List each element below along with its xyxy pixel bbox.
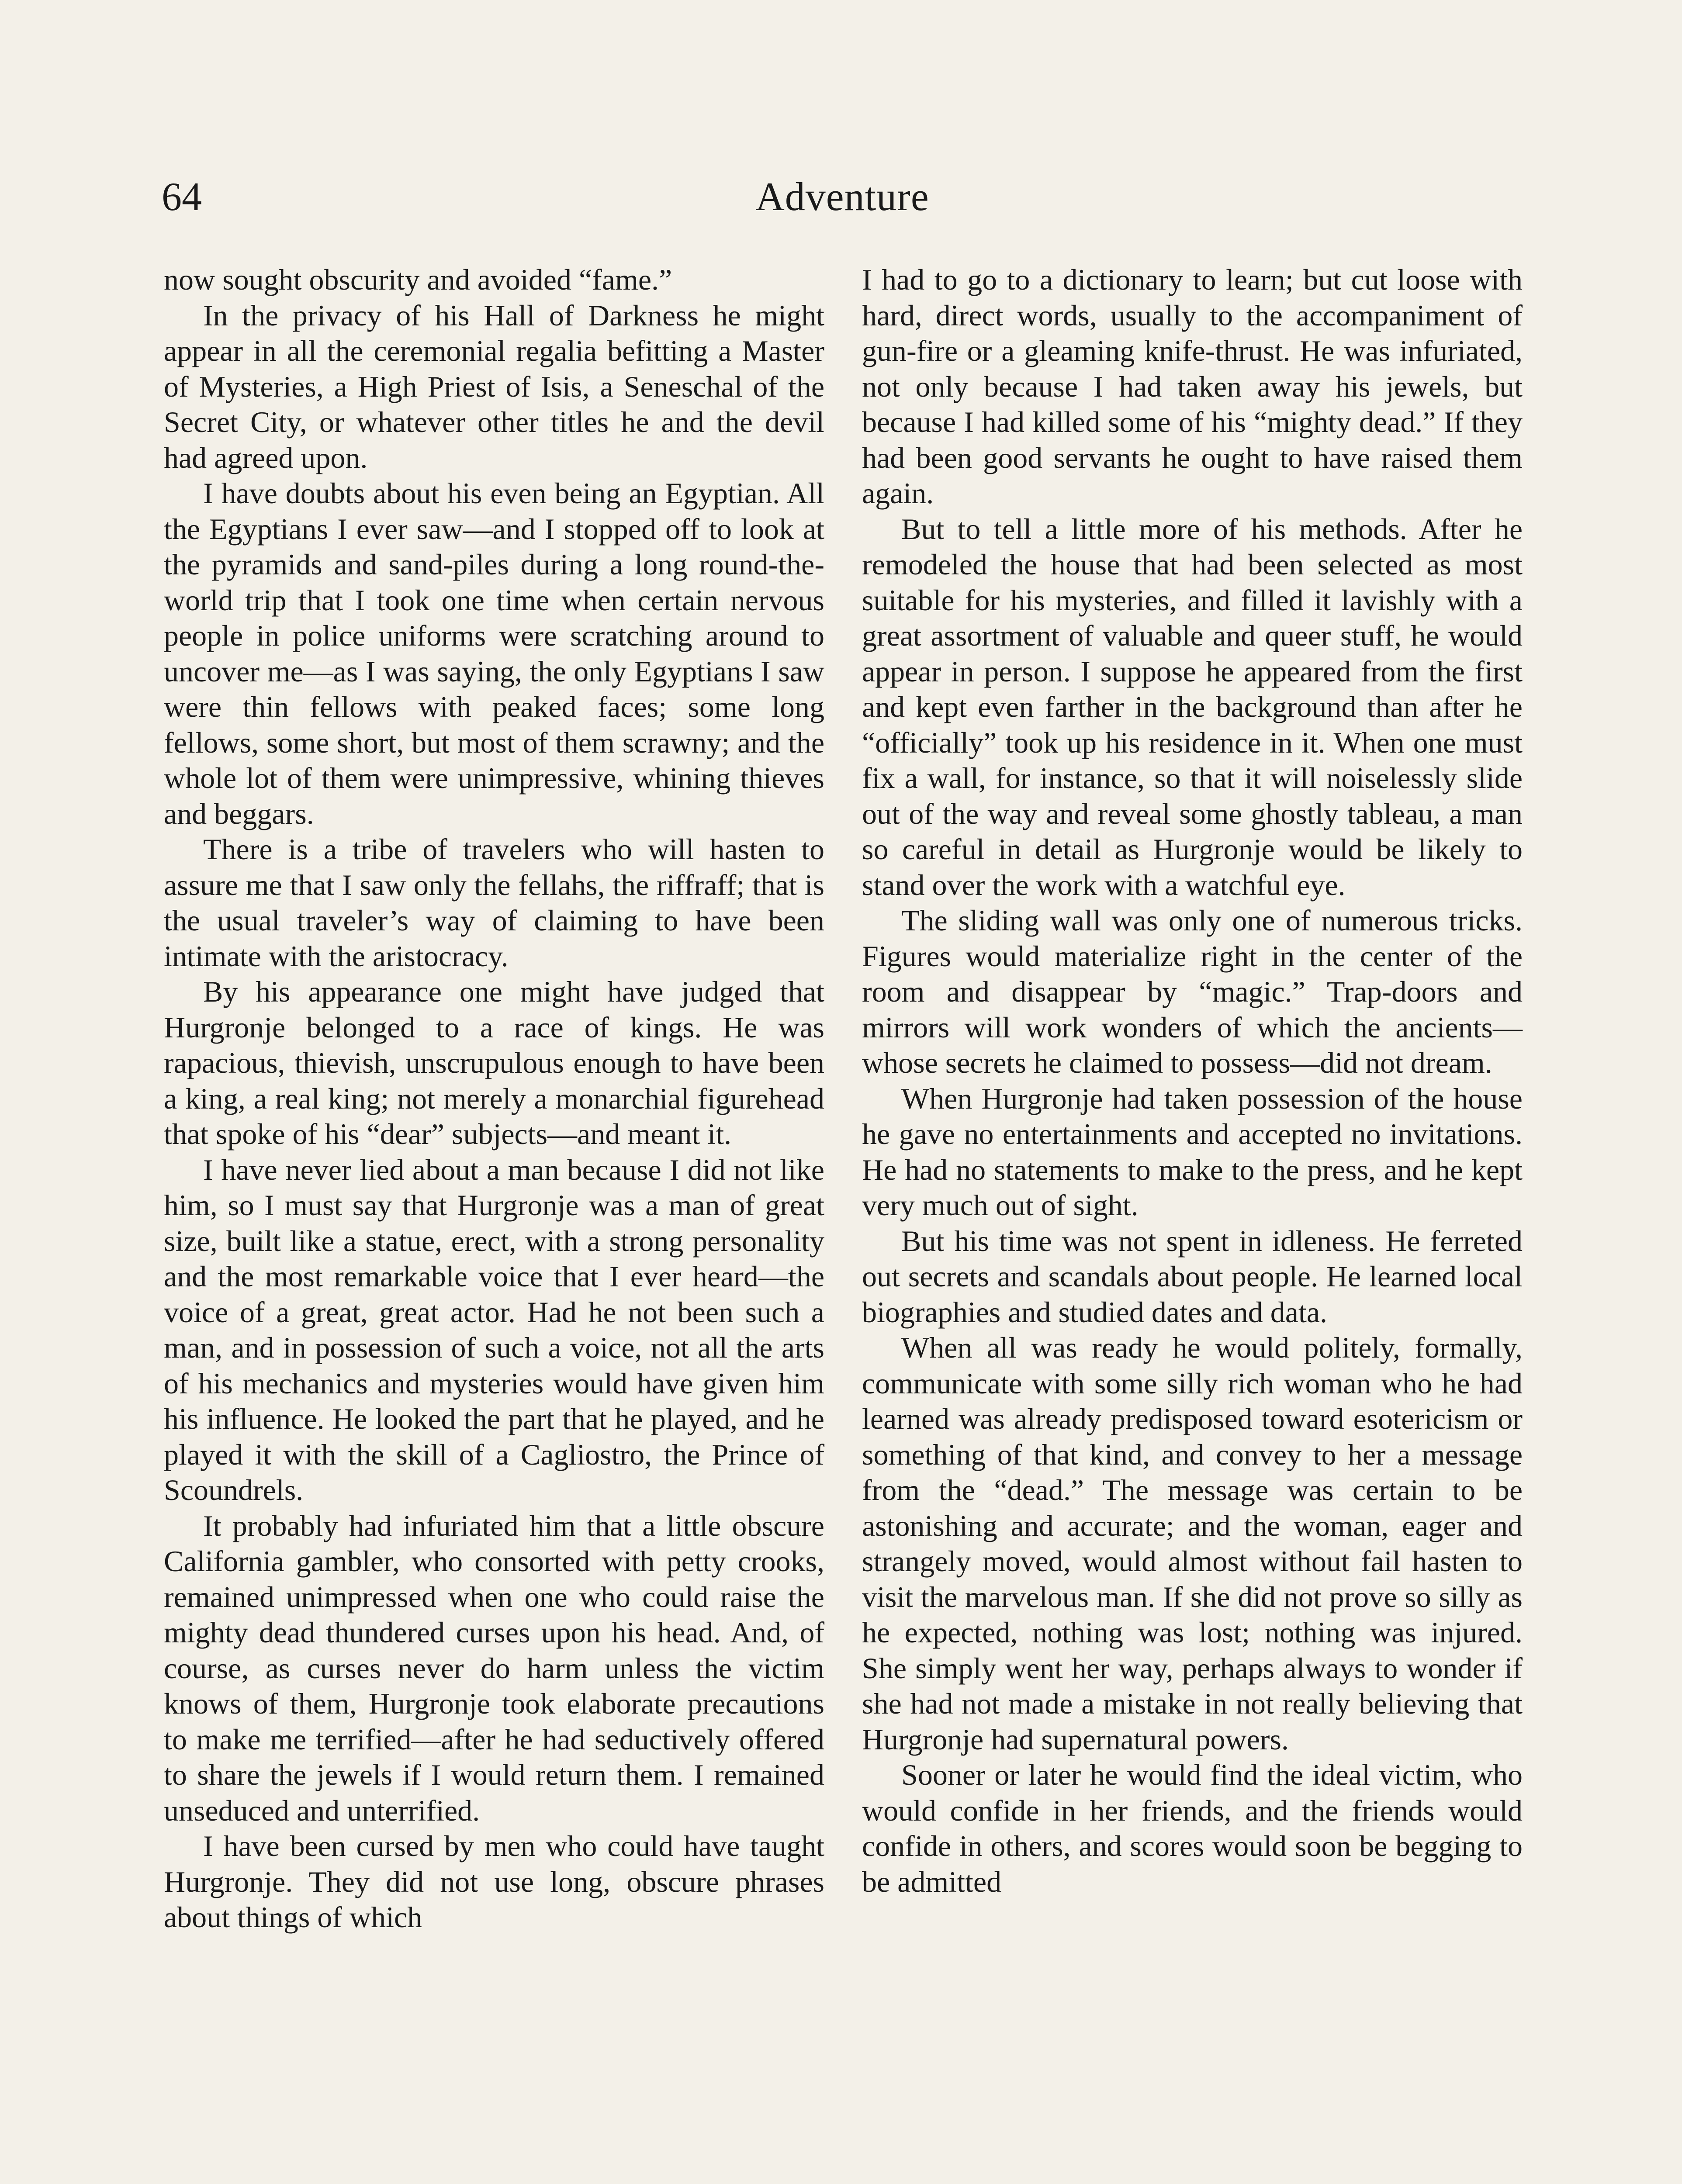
paragraph: I have doubts about his even being an Egyptian. All the Egyptians I ever saw—and I stopped off to look at the pyramids and sand-piles during a long round-the-world trip that I took one time when certain nervous people in police uniforms were scratching around to uncover me—as I was saying, the only Egyptians I saw were thin fellows with peaked faces; some long fellows, some short, but most of them scrawny; and the whole lot of them were unimpressive, whining thieves and beggars. (164, 477, 824, 830)
paragraph: When Hurgronje had taken possession of the house he gave no entertainments and accepted no invitations. He had no statements to make to the press, and he kept very much out of sight. (862, 1082, 1523, 1222)
page-header (162, 170, 1523, 232)
paragraph: By his appearance one might have judged that Hurgronje belonged to a race of kings. He was rapacious, thievish, unscrupulous enough to have been a king, a real king; not merely a monarchial figurehead that spoke of his “dear” subjects—and meant it. (164, 975, 824, 1151)
paragraph: When all was ready he would politely, formally, communicate with some silly rich woman who he had learned was already predisposed toward esotericism or something of that kind, and convey to her a message from the “dead.” The message was certain to be astonishing and accurate; and the woman, eager and strangely moved, would almost without fail hasten to visit the marvelous man. If she did not prove so silly as he expected, nothing was lost; nothing was injured. She simply went her way, perhaps always to wonder if she had not made a mistake in not really believing that Hurgronje had supernatural powers. (862, 1331, 1523, 1756)
left-column (164, 262, 824, 2184)
paragraph: But his time was not spent in idleness. He ferreted out secrets and scandals about people. He learned local biographies and studied dates and data. (862, 1224, 1523, 1329)
text-columns (164, 262, 1523, 2184)
paragraph: Sooner or later he would find the ideal victim, who would confide in her friends, and the friends would confide in others, and scores would soon be begging to be admitted (862, 1758, 1523, 1898)
paragraph: The sliding wall was only one of numerous tricks. Figures would materialize right in the center of the room and disappear by “magic.” Trap-doors and mirrors will work wonders of which the ancients—whose secrets he claimed to possess—did not dream. (862, 904, 1523, 1079)
paragraph: I have never lied about a man because I did not like him, so I must say that Hurgronje was a man of great size, built like a statue, erect, with a strong personality and the most remarkable voice that I ever heard—the voice of a great, great actor. Had he not been such a man, and in possession of such a voice, not all the arts of his mechanics and mysteries would have given him his influence. He looked the part that he played, and he played it with the skill of a Cagliostro, the Prince of Scoundrels. (164, 1153, 824, 1507)
paragraph: I had to go to a dictionary to learn; but cut loose with hard, direct words, usually to the accompaniment of gun-fire or a gleaming knife-thrust. He was infuriated, not only because I had taken away his jewels, but because I had killed some of his “mighty dead.” If they had been good servants he ought to have raised them again. (862, 263, 1523, 510)
right-column (862, 262, 1523, 2184)
paragraph: There is a tribe of travelers who will hasten to assure me that I saw only the fellahs, the riffraff; that is the usual traveler’s way of claiming to have been intimate with the aristocracy. (164, 833, 824, 973)
paragraph: But to tell a little more of his methods. After he remodeled the house that had been selected as most suitable for his mysteries, and filled it lavishly with a great assortment of valuable and queer stuff, he would appear in person. I suppose he appeared from the first and kept even farther in the background than after he “officially” took up his residence in it. When one must fix a wall, for instance, so that it will noiselessly slide out of the way and reveal some ghostly tableau, a man so careful in detail as Hurgronje would be likely to stand over the work with a watchful eye. (862, 512, 1523, 902)
paragraph: In the privacy of his Hall of Darkness he might appear in all the ceremonial regalia befitting a Master of Mysteries, a High Priest of Isis, a Seneschal of the Secret City, or whatever other titles he and the devil had agreed upon. (164, 298, 824, 474)
page-number: 64 (162, 174, 202, 219)
paragraph: I have been cursed by men who could have taught Hurgronje. They did not use long, obscure phrases about things of which (164, 1829, 824, 1934)
running-title: Adventure (755, 174, 929, 219)
paragraph: It probably had infuriated him that a little obscure California gambler, who consorted with petty crooks, remained unimpressed when one who could raise the mighty dead thundered curses upon his head. And, of course, as curses never do harm unless the victim knows of them, Hurgronje took elaborate precautions to make me terrified—after he had seductively offered to share the jewels if I would return them. I remained unseduced and unterrified. (164, 1509, 824, 1827)
paragraph: now sought obscurity and avoided “fame.” (164, 263, 672, 296)
